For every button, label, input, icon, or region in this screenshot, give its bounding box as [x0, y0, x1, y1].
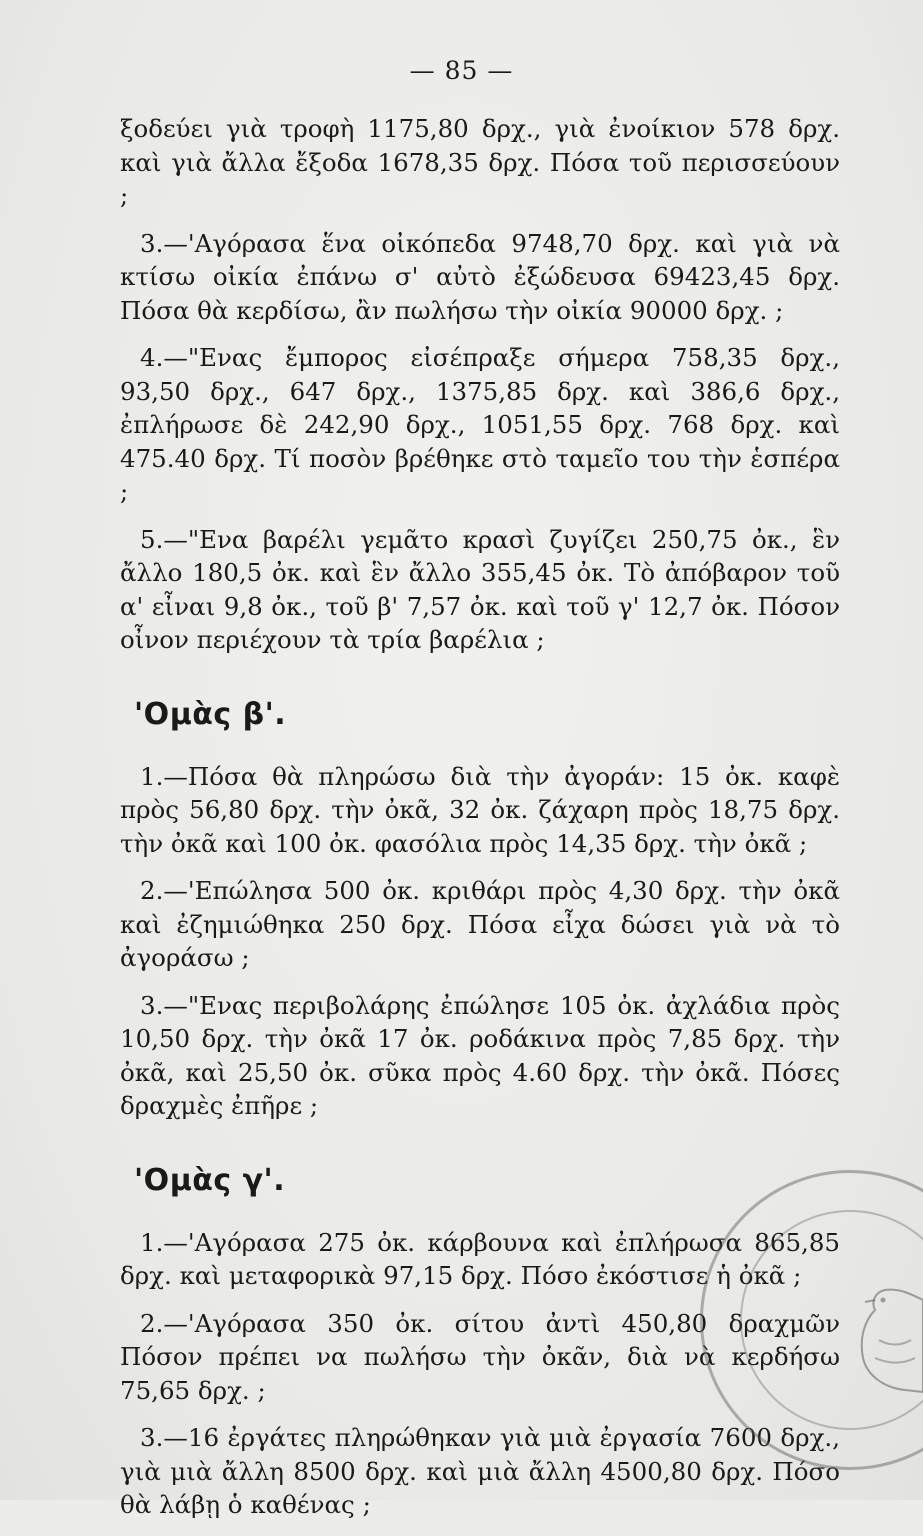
section-heading-c: 'Ομὰς γ'.: [134, 1162, 286, 1198]
bird-seal-icon: [845, 1280, 923, 1400]
exercise-paragraph: 3.—"Ενας περιβολάρης ἐπώλησε 105 ὀκ. ἀχλάδια πρὸς 10,50 δρχ. τὴν ὀκᾶ 17 ὀκ. ροδάκινα πρὸς 7,85 δρχ. τὴν ὀκᾶ, καὶ 25,50 ὀκ. σῦκα πρὸς 4.60 δρχ. τὴν ὀκᾶ. Πόσες δραχμὲς ἐπῆρε ;: [120, 990, 840, 1120]
section-heading-b: 'Ομὰς β'.: [134, 696, 287, 732]
exercise-paragraph: 3.—16 ἐργάτες πληρώθηκαν γιὰ μιὰ ἐργασία 7600 δρχ., γιὰ μιὰ ἄλλη 8500 δρχ. καὶ μιὰ ἄλλη 4500,80 δρχ. Πόσο θὰ λάβῃ ὁ καθένας ;: [120, 1423, 840, 1519]
exercise-paragraph: 4.—"Ενας ἔμπορος εἰσέπραξε σήμερα 758,35 δρχ., 93,50 δρχ., 647 δρχ., 1375,85 δρχ. καὶ 386,6 δρχ., ἐπλήρωσε δὲ 242,90 δρχ., 1051,55 δρχ. 768 δρχ. καὶ 475.40 δρχ. Τί ποσὸν βρέθηκε στὸ ταμεῖο του τὴν ἑσπέρα ;: [120, 343, 840, 506]
exercise-paragraph: 1.—Πόσα θὰ πληρώσω διὰ τὴν ἀγοράν: 15 ὀκ. καφὲ πρὸς 56,80 δρχ. τὴν ὀκᾶ, 32 ὀκ. ζάχαρη πρὸς 18,75 δρχ. τὴν ὀκᾶ καὶ 100 ὀκ. φασόλια πρὸς 14,35 δρχ. τὴν ὀκᾶ ;: [120, 761, 840, 858]
exercise-paragraph: 2.—'Αγόρασα 350 ὀκ. σίτου ἀντὶ 450,80 δραχμῶν Πόσον πρέπει να πωλήσω τὴν ὀκᾶν, διὰ νὰ κερδήσω 75,65 δρχ. ;: [120, 1308, 840, 1405]
exercise-paragraph: 1.—'Αγόρασα 275 ὀκ. κάρβουνα καὶ ἐπλήρωσα 865,85 δρχ. καὶ μεταφορικὰ 97,15 δρχ. Πόσο ἐκόστισε ἡ ὀκᾶ ;: [120, 1227, 840, 1290]
exercise-paragraph: 5.—"Ενα βαρέλι γεμᾶτο κρασὶ ζυγίζει 250,75 ὀκ., ἓν ἄλλο 180,5 ὀκ. καὶ ἓν ἄλλο 355,45 ὀκ. Τὸ ἀπόβαρον τοῦ α' εἶναι 9,8 ὀκ., τοῦ β' 7,57 ὀκ. καὶ τοῦ γ' 12,7 ὀκ. Πόσον οἶνον περιέχουν τὰ τρία βαρέλια ;: [120, 524, 840, 654]
page-number: — 85 —: [409, 56, 514, 85]
exercise-paragraph: ξοδεύει γιὰ τροφὴ 1175,80 δρχ., γιὰ ἐνοίκιον 578 δρχ. καὶ γιὰ ἄλλα ἔξοδα 1678,35 δρχ. Πόσα τοῦ περισσεύουν ;: [120, 114, 840, 210]
exercise-paragraph: 3.—'Αγόρασα ἕνα οἰκόπεδα 9748,70 δρχ. καὶ γιὰ νὰ κτίσω οἰκία ἐπάνω σ' αὐτὸ ἐξώδευσα 69423,45 δρχ. Πόσα θὰ κερδίσω, ἂν πωλήσω τὴν οἰκία 90000 δρχ. ;: [120, 228, 840, 325]
exercise-paragraph: 2.—'Επώλησα 500 ὀκ. κριθάρι πρὸς 4,30 δρχ. τὴν ὀκᾶ καὶ ἐζημιώθηκα 250 δρχ. Πόσα εἶχα δώσει γιὰ νὰ τὸ ἀγοράσω ;: [120, 876, 840, 972]
